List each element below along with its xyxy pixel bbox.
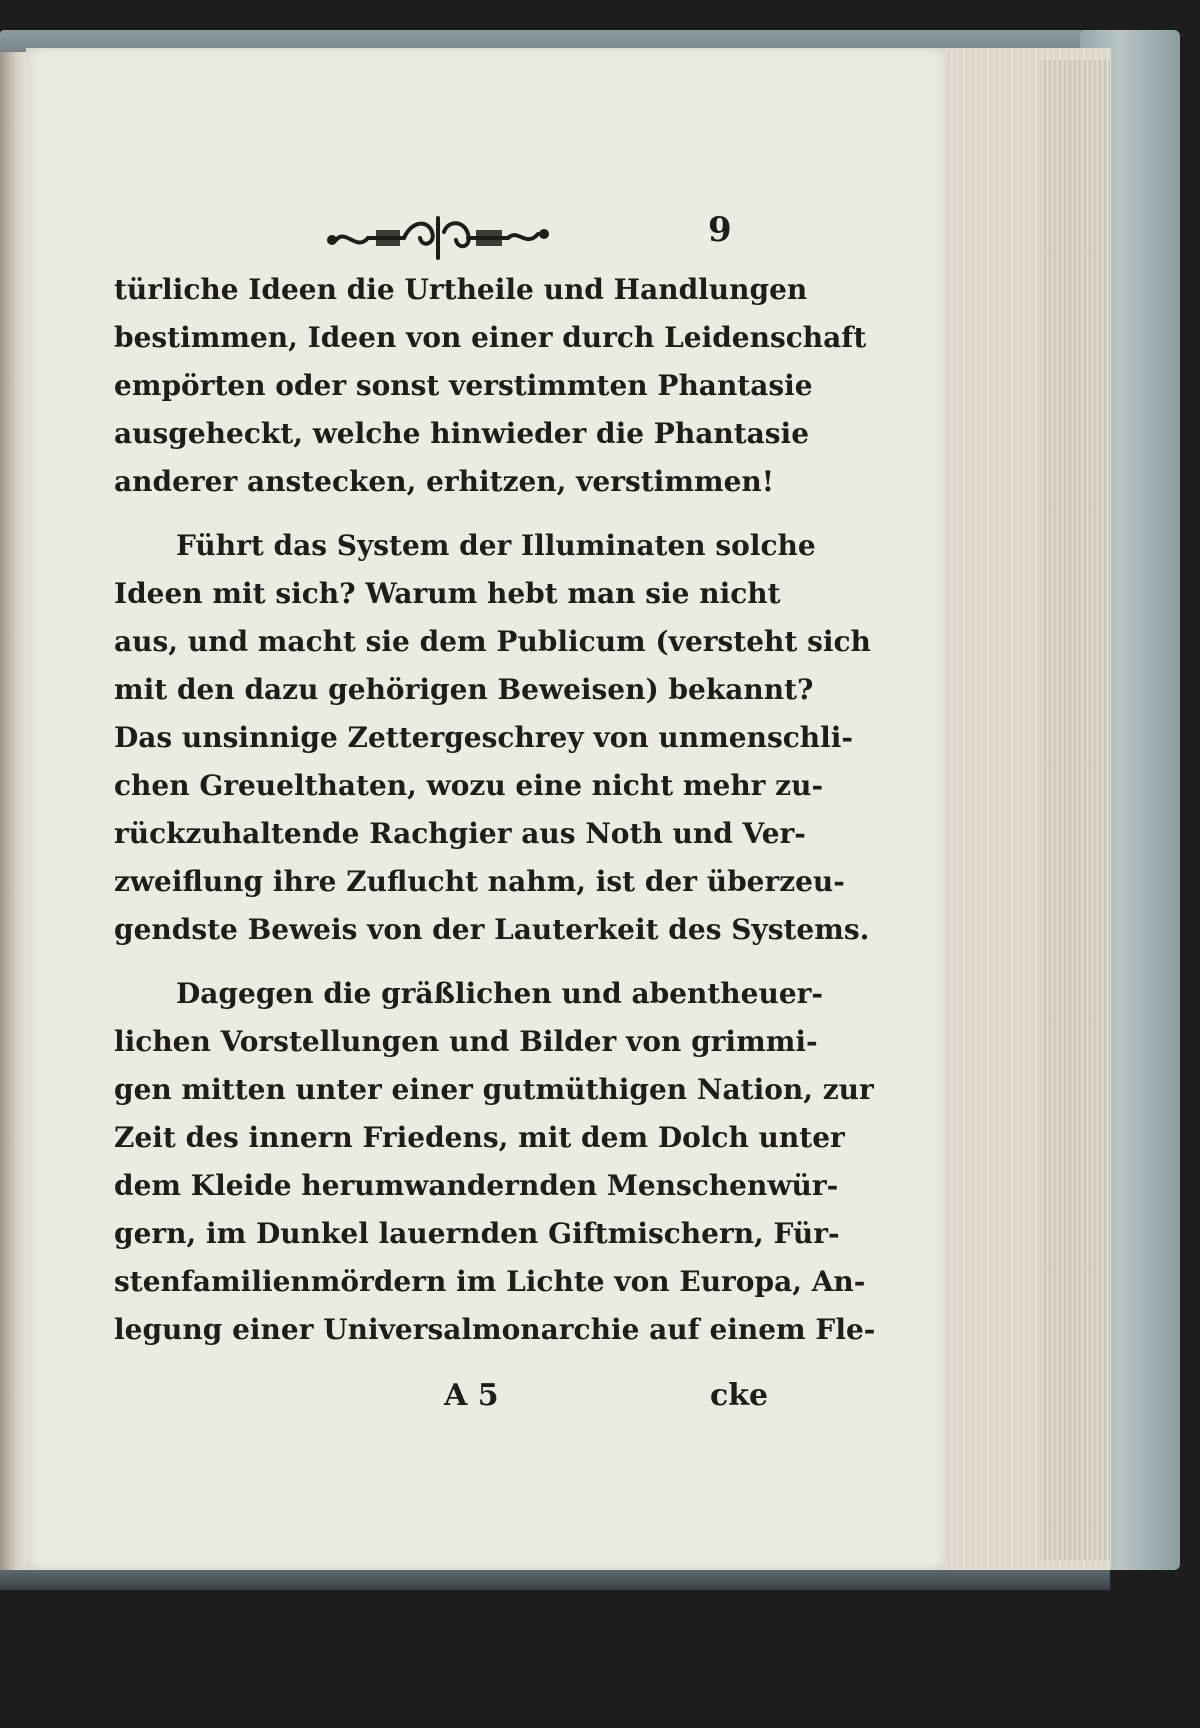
text-line: Führt das System der Illuminaten solche <box>176 529 816 562</box>
left-gutter <box>0 52 28 1570</box>
text-line: Zeit des innern Friedens, mit dem Dolch unter <box>114 1121 845 1154</box>
body-text <box>114 266 876 1354</box>
text-line: gern, im Dunkel lauernden Giftmischern, Für- <box>114 1217 840 1250</box>
text-line: mit den dazu gehörigen Beweisen) bekannt? <box>114 673 814 706</box>
text-line: rückzuhaltende Rachgier aus Noth und Ver- <box>114 817 806 850</box>
catchword: cke <box>710 1378 769 1413</box>
text-line: türliche Ideen die Urtheile und Handlungen <box>114 273 808 306</box>
text-line: gen mitten unter einer gutmüthigen Nation, zur <box>114 1073 874 1106</box>
text-line: stenfamilienmördern im Lichte von Europa, An- <box>114 1265 866 1298</box>
text-line: Das unsinnige Zettergeschrey von unmenschli- <box>114 721 854 754</box>
text-line: gendste Beweis von der Lauterkeit des Systems. <box>114 913 870 946</box>
text-line: anderer anstecken, erhitzen, verstimmen! <box>114 465 775 498</box>
text-line: dem Kleide herumwandernden Menschenwür- <box>114 1169 839 1202</box>
paragraph <box>114 266 867 506</box>
header-ornament-icon <box>326 208 556 264</box>
text-line: empörten oder sonst verstimmten Phantasie <box>114 369 813 402</box>
page-footer <box>26 1378 946 1438</box>
text-line: Dagegen die gräßlichen und abentheuer- <box>176 977 824 1010</box>
book-page <box>26 48 946 1570</box>
page-edges-stack <box>1040 60 1110 1560</box>
text-line: bestimmen, Ideen von einer durch Leidenschaft <box>114 321 867 354</box>
text-line: ausgeheckt, welche hinwieder die Phantasie <box>114 417 810 450</box>
text-line: lichen Vorstellungen und Bilder von grimmi- <box>114 1025 818 1058</box>
paragraph <box>114 970 876 1354</box>
text-line: zweiflung ihre Zuflucht nahm, ist der überzeu- <box>114 865 845 898</box>
page-number: 9 <box>708 210 732 250</box>
text-line: Ideen mit sich? Warum hebt man sie nicht <box>114 577 781 610</box>
text-line: legung einer Universalmonarchie auf einem Fle- <box>114 1313 876 1346</box>
text-line: aus, und macht sie dem Publicum (versteht sich <box>114 625 871 658</box>
paragraph <box>114 522 871 954</box>
text-line: chen Greuelthaten, wozu eine nicht mehr zu- <box>114 769 824 802</box>
signature-mark: A 5 <box>444 1378 499 1413</box>
